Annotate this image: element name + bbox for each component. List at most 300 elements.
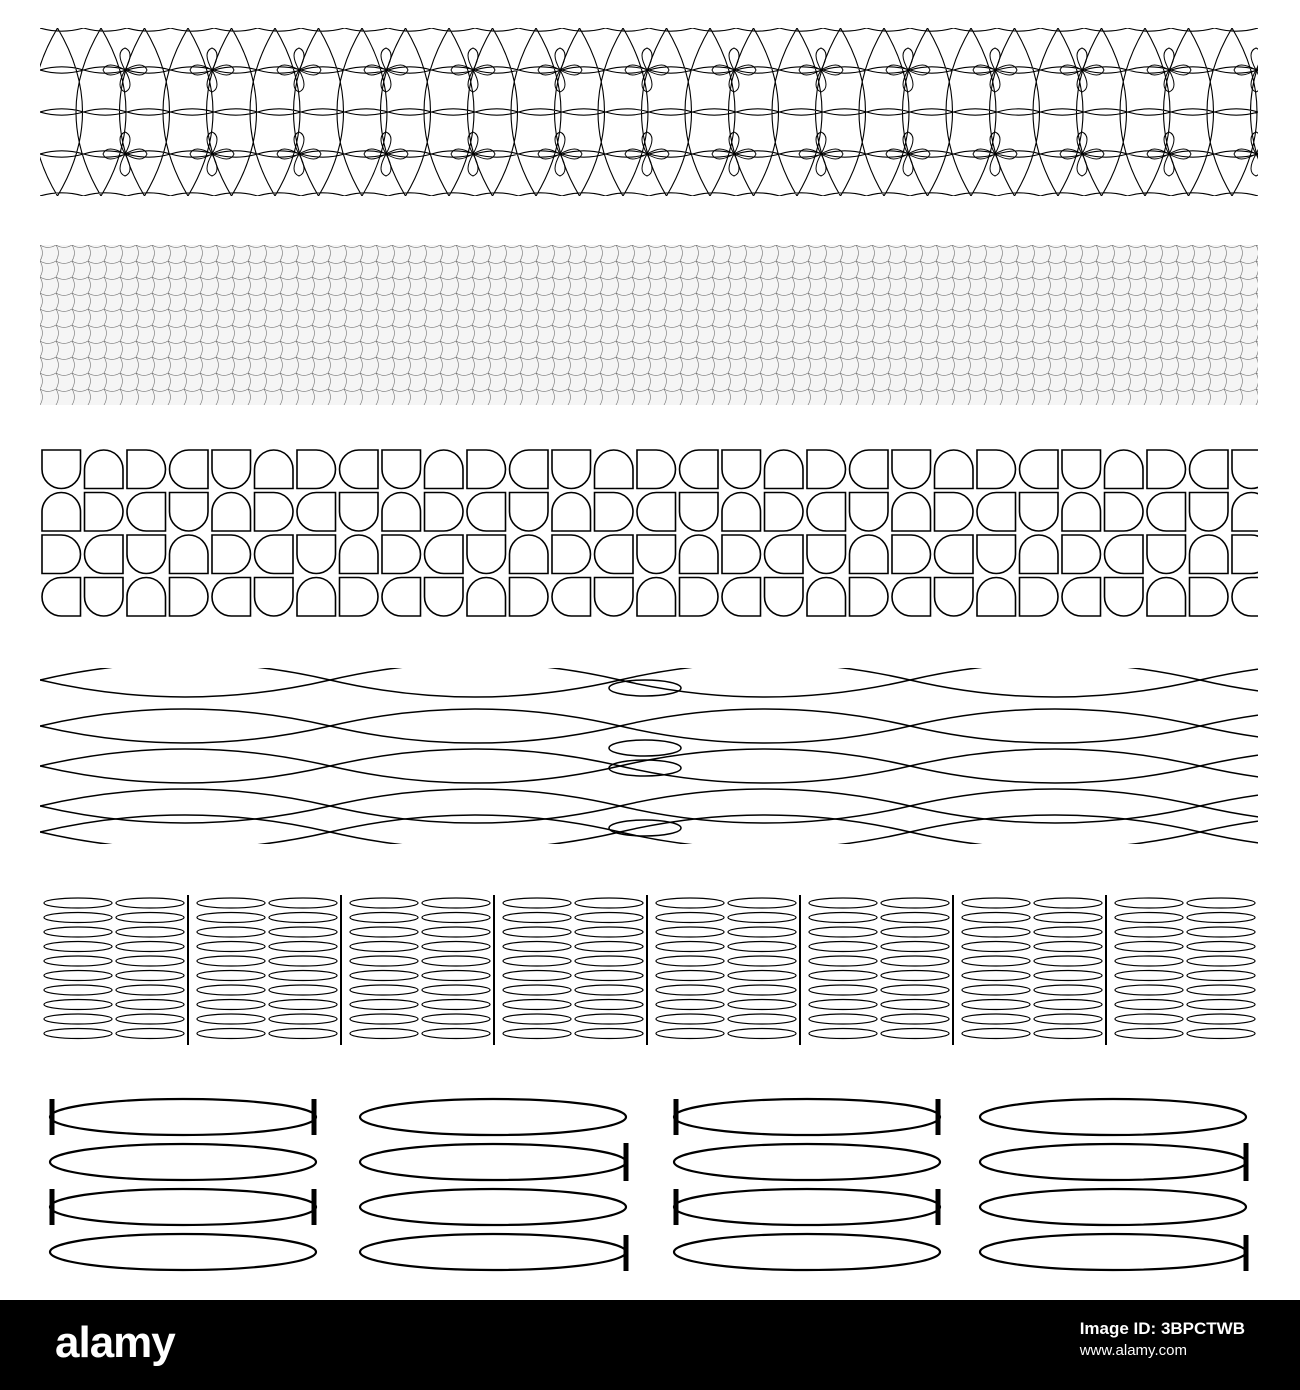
quatrefoil-motif (625, 48, 669, 92)
teardrop-tile (850, 493, 889, 532)
small-ellipse (44, 898, 112, 908)
small-ellipse (728, 927, 796, 937)
teardrop-tile (1062, 535, 1101, 574)
small-ellipse (197, 1029, 265, 1039)
small-ellipse (1115, 1000, 1183, 1010)
small-ellipse (881, 927, 949, 937)
wave-interlace-lines (40, 668, 1258, 844)
teardrop-tile (595, 535, 634, 574)
small-ellipse (503, 1029, 571, 1039)
quatrefoil-motif (538, 132, 582, 176)
small-ellipse-brackets (44, 895, 1258, 1045)
quatrefoil-motif (973, 48, 1017, 92)
small-ellipse (350, 971, 418, 981)
teardrop-tile (765, 535, 804, 574)
small-ellipse (962, 1014, 1030, 1024)
small-ellipse (503, 927, 571, 937)
small-ellipse (962, 956, 1030, 966)
small-ellipse (269, 1000, 337, 1010)
small-ellipse (728, 971, 796, 981)
small-ellipse (422, 898, 490, 908)
small-ellipse (575, 1029, 643, 1039)
quatrefoil-motif (538, 48, 582, 92)
large-ellipse (674, 1234, 940, 1270)
small-ellipse (116, 942, 184, 952)
teardrop-tile (765, 493, 804, 532)
large-ellipse (50, 1144, 316, 1180)
teardrop-tile (1062, 493, 1101, 532)
teardrop-tile (212, 578, 251, 617)
teardrop-tile (510, 578, 549, 617)
image-id: Image ID: 3BPCTWB (1079, 1319, 1245, 1338)
small-ellipse (422, 956, 490, 966)
teardrop-tile (425, 578, 464, 617)
small-ellipse (881, 1000, 949, 1010)
small-ellipse (881, 1029, 949, 1039)
eye-loop (609, 740, 681, 756)
quatrefoil-motif (1060, 48, 1104, 92)
small-ellipse (44, 956, 112, 966)
small-ellipse (116, 927, 184, 937)
teardrop-tile (1062, 578, 1101, 617)
teardrop-tile (637, 535, 676, 574)
small-ellipse (44, 913, 112, 923)
small-ellipse (422, 927, 490, 937)
small-ellipse (809, 985, 877, 995)
large-ellipse (980, 1099, 1246, 1135)
teardrop-tile (1147, 450, 1186, 489)
small-ellipse (422, 971, 490, 981)
small-ellipse (656, 942, 724, 952)
alamy-logo: alamy (55, 1318, 175, 1367)
small-ellipse (809, 1014, 877, 1024)
small-ellipse (197, 913, 265, 923)
small-ellipse (1115, 942, 1183, 952)
small-ellipse (962, 971, 1030, 981)
teardrop-tile (722, 578, 761, 617)
teardrop-tile (42, 493, 81, 532)
small-ellipse (575, 927, 643, 937)
small-ellipse (962, 1029, 1030, 1039)
teardrop-tile (1105, 450, 1144, 489)
small-ellipse (269, 956, 337, 966)
site-url: www.alamy.com (1079, 1342, 1187, 1359)
teardrop-tile (425, 450, 464, 489)
small-ellipse (269, 913, 337, 923)
small-ellipse (197, 942, 265, 952)
small-ellipse (350, 898, 418, 908)
large-ellipse (50, 1234, 316, 1270)
small-ellipse (881, 913, 949, 923)
teardrop-tile (212, 535, 251, 574)
teardrop-tile (170, 578, 209, 617)
teardrop-tile (552, 578, 591, 617)
quatrefoil-motif (712, 132, 756, 176)
teardrop-tile (1190, 450, 1229, 489)
quatrefoil-motif (364, 132, 408, 176)
large-ellipse-bracket-pattern (40, 1095, 1258, 1295)
small-ellipse (575, 913, 643, 923)
small-ellipse (575, 1000, 643, 1010)
small-ellipse (728, 898, 796, 908)
small-ellipse (575, 985, 643, 995)
small-ellipse (44, 971, 112, 981)
small-ellipse (503, 942, 571, 952)
small-ellipse (350, 956, 418, 966)
teardrop-tile (340, 450, 379, 489)
teardrop-tile (510, 450, 549, 489)
quatrefoil-motif (799, 132, 843, 176)
teardrop-tile (722, 535, 761, 574)
small-ellipse (1034, 985, 1102, 995)
teardrop-tile (42, 450, 81, 489)
teardrop-tile (595, 493, 634, 532)
quatrefoil-motif (277, 48, 321, 92)
quatrefoil-motif (277, 132, 321, 176)
small-ellipse (656, 898, 724, 908)
small-ellipse (728, 1014, 796, 1024)
small-ellipse (116, 956, 184, 966)
small-ellipse (728, 985, 796, 995)
teardrop-tile (382, 493, 421, 532)
teardrop-tile (382, 578, 421, 617)
small-ellipse (881, 956, 949, 966)
teardrop-tile (552, 450, 591, 489)
teardrop-tile (807, 578, 846, 617)
pointed-wave-interlace-band (40, 668, 1258, 844)
large-ellipse (980, 1189, 1246, 1225)
teardrop-tile (807, 450, 846, 489)
small-ellipse (1187, 956, 1255, 966)
small-ellipse (1187, 1000, 1255, 1010)
small-ellipse (656, 956, 724, 966)
teardrop-tile (170, 535, 209, 574)
lattice-curves (40, 28, 1258, 196)
small-ellipse (197, 1014, 265, 1024)
large-ellipse (50, 1189, 316, 1225)
teardrop-tile (127, 578, 166, 617)
teardrop-quarter-circle-band (40, 448, 1258, 620)
quatrefoil-motif (103, 48, 147, 92)
teardrop-tile (935, 535, 974, 574)
teardrop-tile (637, 493, 676, 532)
large-ellipse-brackets (50, 1099, 1246, 1271)
small-ellipse (809, 913, 877, 923)
small-ellipse (503, 971, 571, 981)
small-ellipse (1115, 971, 1183, 981)
teardrop-tile (935, 493, 974, 532)
teardrop-tile (977, 578, 1016, 617)
small-ellipse (1034, 1014, 1102, 1024)
small-ellipse (728, 956, 796, 966)
teardrop-tile (297, 493, 336, 532)
small-ellipse (575, 898, 643, 908)
small-ellipse (269, 1014, 337, 1024)
teardrop-tile (510, 493, 549, 532)
small-ellipse (44, 1014, 112, 1024)
teardrop-tile (467, 578, 506, 617)
lattice-shade (40, 245, 1258, 405)
small-ellipse (350, 1014, 418, 1024)
quatrefoil-motif (799, 48, 843, 92)
small-ellipse (575, 971, 643, 981)
large-ellipse-bracket-band (40, 1095, 1258, 1295)
small-ellipse (1187, 1014, 1255, 1024)
small-ellipse (1187, 913, 1255, 923)
small-ellipse (575, 942, 643, 952)
teardrop-tile (680, 450, 719, 489)
small-ellipse (269, 985, 337, 995)
teardrop-tile (212, 493, 251, 532)
teardrop-tile (1190, 535, 1229, 574)
small-ellipse (269, 927, 337, 937)
teardrop-tile (42, 535, 81, 574)
small-ellipse (422, 1029, 490, 1039)
small-ellipse (962, 985, 1030, 995)
small-ellipse (422, 1014, 490, 1024)
small-ellipse (116, 971, 184, 981)
quatrefoil-motif (886, 132, 930, 176)
teardrop-tile (1020, 450, 1059, 489)
small-ellipse (809, 898, 877, 908)
teardrop-tile (1190, 578, 1229, 617)
small-ellipse (809, 971, 877, 981)
small-ellipse (422, 1000, 490, 1010)
teardrop-tile (637, 578, 676, 617)
teardrop-tile (340, 578, 379, 617)
small-ellipse-bracket-band (40, 895, 1258, 1045)
teardrop-tile (552, 535, 591, 574)
small-ellipse (503, 1014, 571, 1024)
large-ellipse (360, 1234, 626, 1270)
teardrop-quarter-circle-pattern (40, 448, 1258, 620)
small-ellipse (350, 927, 418, 937)
teardrop-tile (637, 450, 676, 489)
small-ellipse (728, 942, 796, 952)
small-ellipse (1034, 927, 1102, 937)
small-ellipse (197, 985, 265, 995)
small-ellipse (575, 1014, 643, 1024)
quatrefoil-motif (973, 132, 1017, 176)
teardrop-tile (850, 535, 889, 574)
small-ellipse-bracket-pattern (40, 895, 1258, 1045)
teardrop-tile (1232, 450, 1258, 489)
teardrop-tile (1105, 535, 1144, 574)
pointed-wave-interlace-pattern (40, 668, 1258, 844)
small-ellipse (962, 942, 1030, 952)
teardrop-tile (467, 493, 506, 532)
small-ellipse (503, 985, 571, 995)
small-ellipse (350, 1029, 418, 1039)
small-ellipse (197, 898, 265, 908)
small-ellipse (269, 898, 337, 908)
small-ellipse (1187, 927, 1255, 937)
bracket-bar (52, 1099, 314, 1225)
small-ellipse (197, 927, 265, 937)
small-ellipse (44, 985, 112, 995)
eye-loop (609, 820, 681, 836)
small-ellipse (422, 942, 490, 952)
small-ellipse (1034, 898, 1102, 908)
teardrop-tile (1105, 578, 1144, 617)
teardrop-tile (85, 535, 124, 574)
teardrop-tile (722, 450, 761, 489)
small-ellipse (809, 942, 877, 952)
dense-fine-lattice-pattern (40, 245, 1258, 405)
large-ellipse (360, 1189, 626, 1225)
small-ellipse (962, 913, 1030, 923)
small-ellipse (422, 913, 490, 923)
teardrop-tile (892, 578, 931, 617)
small-ellipse (1034, 971, 1102, 981)
quatrefoil-motif (364, 48, 408, 92)
small-ellipse (809, 1000, 877, 1010)
teardrop-tile (382, 535, 421, 574)
small-ellipse (656, 1000, 724, 1010)
small-ellipse (503, 1000, 571, 1010)
small-ellipse (1115, 956, 1183, 966)
small-ellipse (1187, 1029, 1255, 1039)
quatrefoil-motif (712, 48, 756, 92)
teardrop-tile (892, 493, 931, 532)
teardrop-tile (85, 450, 124, 489)
eye-loop (609, 680, 681, 696)
small-ellipse (44, 927, 112, 937)
small-ellipse (881, 1014, 949, 1024)
small-ellipse (1115, 913, 1183, 923)
small-ellipse (350, 1000, 418, 1010)
small-ellipse (503, 898, 571, 908)
small-ellipse (656, 1014, 724, 1024)
teardrop-tile (1062, 450, 1101, 489)
small-ellipse (1115, 1014, 1183, 1024)
teardrop-tile (1020, 493, 1059, 532)
teardrop-tile (807, 493, 846, 532)
teardrop-tile (1020, 535, 1059, 574)
teardrop-tile (850, 578, 889, 617)
teardrop-tile (297, 535, 336, 574)
teardrop-tile (680, 493, 719, 532)
teardrop-tile (127, 450, 166, 489)
small-ellipse (656, 913, 724, 923)
teardrop-tile (1147, 578, 1186, 617)
large-ellipse (674, 1189, 940, 1225)
small-ellipse (1115, 927, 1183, 937)
small-ellipse (269, 1029, 337, 1039)
small-ellipse (1187, 971, 1255, 981)
large-ellipse (674, 1099, 940, 1135)
small-ellipse (350, 942, 418, 952)
teardrop-tile (127, 493, 166, 532)
teardrop-tile (127, 535, 166, 574)
image-credit (1080, 1318, 1245, 1362)
small-ellipse (1115, 898, 1183, 908)
dense-fine-lattice-band (40, 245, 1258, 405)
small-ellipse (1115, 1029, 1183, 1039)
stock-footer-bar (0, 1300, 1300, 1390)
small-ellipse (1034, 913, 1102, 923)
small-ellipse (656, 1029, 724, 1039)
small-ellipse (350, 985, 418, 995)
quatrefoil-motif (1147, 132, 1191, 176)
teardrop-tile (170, 450, 209, 489)
small-ellipse (44, 942, 112, 952)
teardrop-tile (85, 493, 124, 532)
small-ellipse (116, 898, 184, 908)
teardrop-tile (382, 450, 421, 489)
small-ellipse (575, 956, 643, 966)
quatrefoil-motif (103, 132, 147, 176)
small-ellipse (1115, 985, 1183, 995)
quatrefoil-lattice-pattern (40, 28, 1258, 196)
small-ellipse (269, 971, 337, 981)
eye-loop (609, 760, 681, 776)
teardrop-tile (595, 578, 634, 617)
teardrop-tile (977, 450, 1016, 489)
teardrop-tile (340, 535, 379, 574)
small-ellipse (197, 971, 265, 981)
teardrop-tile (722, 493, 761, 532)
teardrop-tile (85, 578, 124, 617)
teardrop-tile (680, 578, 719, 617)
teardrop-tile (170, 493, 209, 532)
teardrop-tile (977, 535, 1016, 574)
teardrop-tile (807, 535, 846, 574)
large-ellipse (360, 1144, 626, 1180)
small-ellipse (1034, 1029, 1102, 1039)
teardrop-tile (680, 535, 719, 574)
teardrop-tile (552, 493, 591, 532)
teardrop-tile (255, 493, 294, 532)
small-ellipse (881, 898, 949, 908)
teardrop-tile (1147, 493, 1186, 532)
large-ellipse (980, 1144, 1246, 1180)
quatrefoil-motif (886, 48, 930, 92)
teardrop-tile (1232, 493, 1258, 532)
large-ellipse (674, 1144, 940, 1180)
small-ellipse (962, 898, 1030, 908)
small-ellipse (116, 1014, 184, 1024)
small-ellipse (656, 971, 724, 981)
teardrop-tile (765, 578, 804, 617)
small-ellipse (809, 1029, 877, 1039)
small-ellipse (728, 913, 796, 923)
teardrop-tiles (42, 450, 1258, 616)
small-ellipse (116, 1029, 184, 1039)
bracket-bar (676, 1099, 938, 1225)
small-ellipse (197, 1000, 265, 1010)
quatrefoil-motif (451, 48, 495, 92)
teardrop-tile (42, 578, 81, 617)
teardrop-tile (595, 450, 634, 489)
quatrefoil-motif (190, 48, 234, 92)
teardrop-tile (255, 450, 294, 489)
teardrop-tile (297, 450, 336, 489)
small-ellipse (656, 927, 724, 937)
small-ellipse (656, 985, 724, 995)
small-ellipse (881, 942, 949, 952)
small-ellipse (116, 985, 184, 995)
teardrop-tile (850, 450, 889, 489)
small-ellipse (962, 927, 1030, 937)
small-ellipse (269, 942, 337, 952)
teardrop-tile (510, 535, 549, 574)
small-ellipse (116, 1000, 184, 1010)
small-ellipse (881, 985, 949, 995)
quatrefoil-motif (190, 132, 234, 176)
quatrefoil-lattice-band (40, 28, 1258, 196)
teardrop-tile (425, 535, 464, 574)
